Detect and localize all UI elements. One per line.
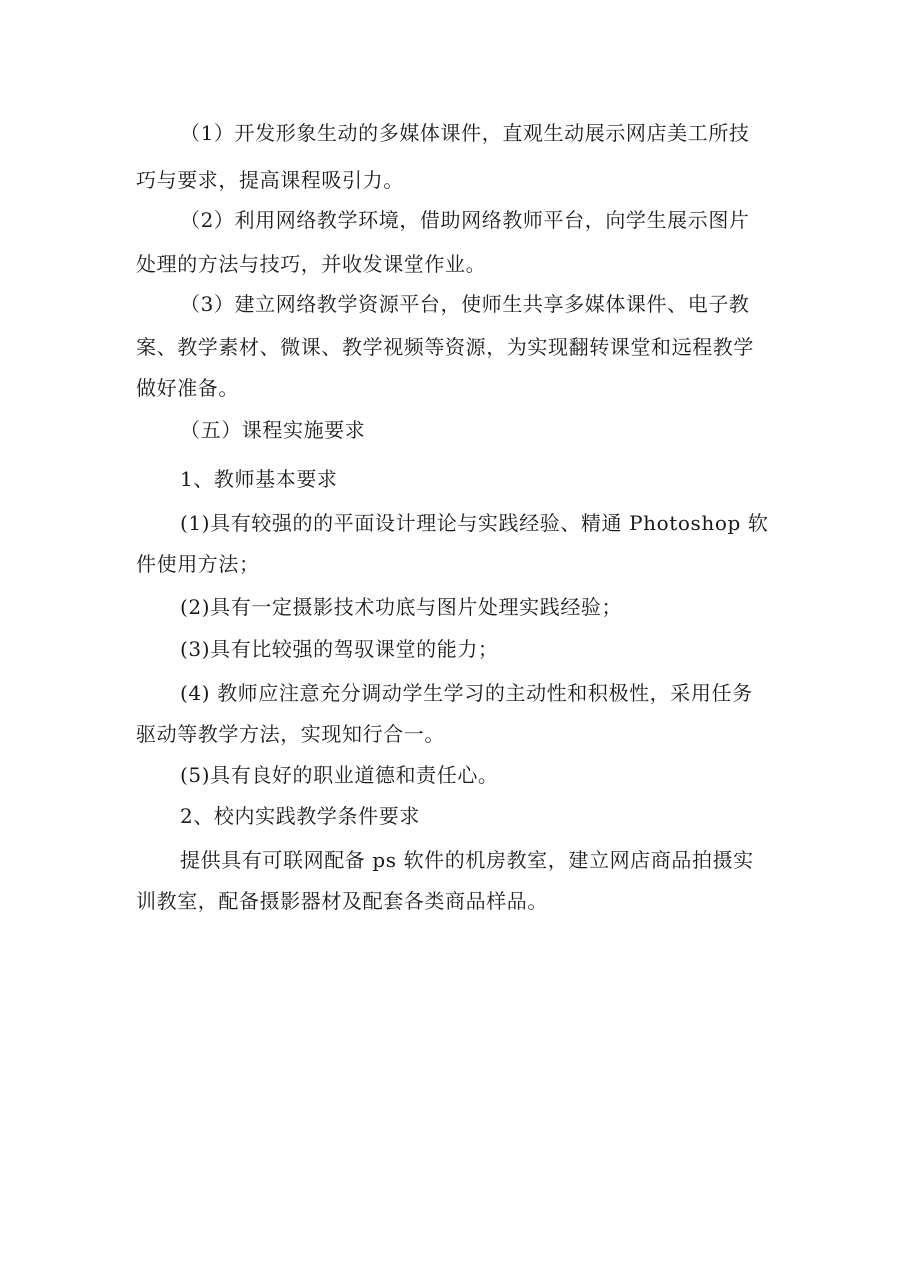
requirement-4-line-1: (4) 教师应注意充分调动学生学习的主动性和积极性，采用任务 — [180, 681, 753, 705]
section-heading-5: （五）课程实施要求 — [180, 418, 366, 442]
subheading-teacher-requirements: 1、教师基本要求 — [180, 467, 338, 491]
requirement-1-line-1: (1)具有较强的的平面设计理论与实践经验、精通 Photoshop 软 — [180, 511, 769, 535]
paragraph-3-line-2: 案、教学素材、微课、教学视频等资源，为实现翻转课堂和远程教学 — [136, 335, 754, 359]
conditions-line-2: 训教室，配备摄影器材及配套各类商品样品。 — [136, 889, 548, 913]
requirement-2: (2)具有一定摄影技术功底与图片处理实践经验； — [180, 595, 623, 619]
paragraph-2-line-1: （2）利用网络教学环境，借助网络教师平台，向学生展示图片 — [180, 208, 750, 232]
paragraph-3-line-3: 做好准备。 — [136, 376, 239, 400]
paragraph-1-line-1: （1）开发形象生动的多媒体课件，直观生动展示网店美工所技 — [180, 121, 750, 145]
requirement-3: (3)具有比较强的驾驭课堂的能力； — [180, 637, 499, 661]
paragraph-2-line-2: 处理的方法与技巧，并收发课堂作业。 — [136, 252, 487, 276]
requirement-4-line-2: 驱动等教学方法，实现知行合一。 — [136, 722, 445, 746]
requirement-1-line-2: 件使用方法； — [136, 552, 260, 576]
paragraph-1-line-2: 巧与要求，提高课程吸引力。 — [136, 168, 404, 192]
conditions-line-1: 提供具有可联网配备 ps 软件的机房教室，建立网店商品拍摄实 — [180, 848, 754, 872]
paragraph-3-line-1: （3）建立网络教学资源平台，使师生共享多媒体课件、电子教 — [180, 292, 750, 316]
subheading-campus-practice: 2、校内实践教学条件要求 — [180, 804, 420, 828]
requirement-5: (5)具有良好的职业道德和责任心。 — [180, 763, 499, 787]
